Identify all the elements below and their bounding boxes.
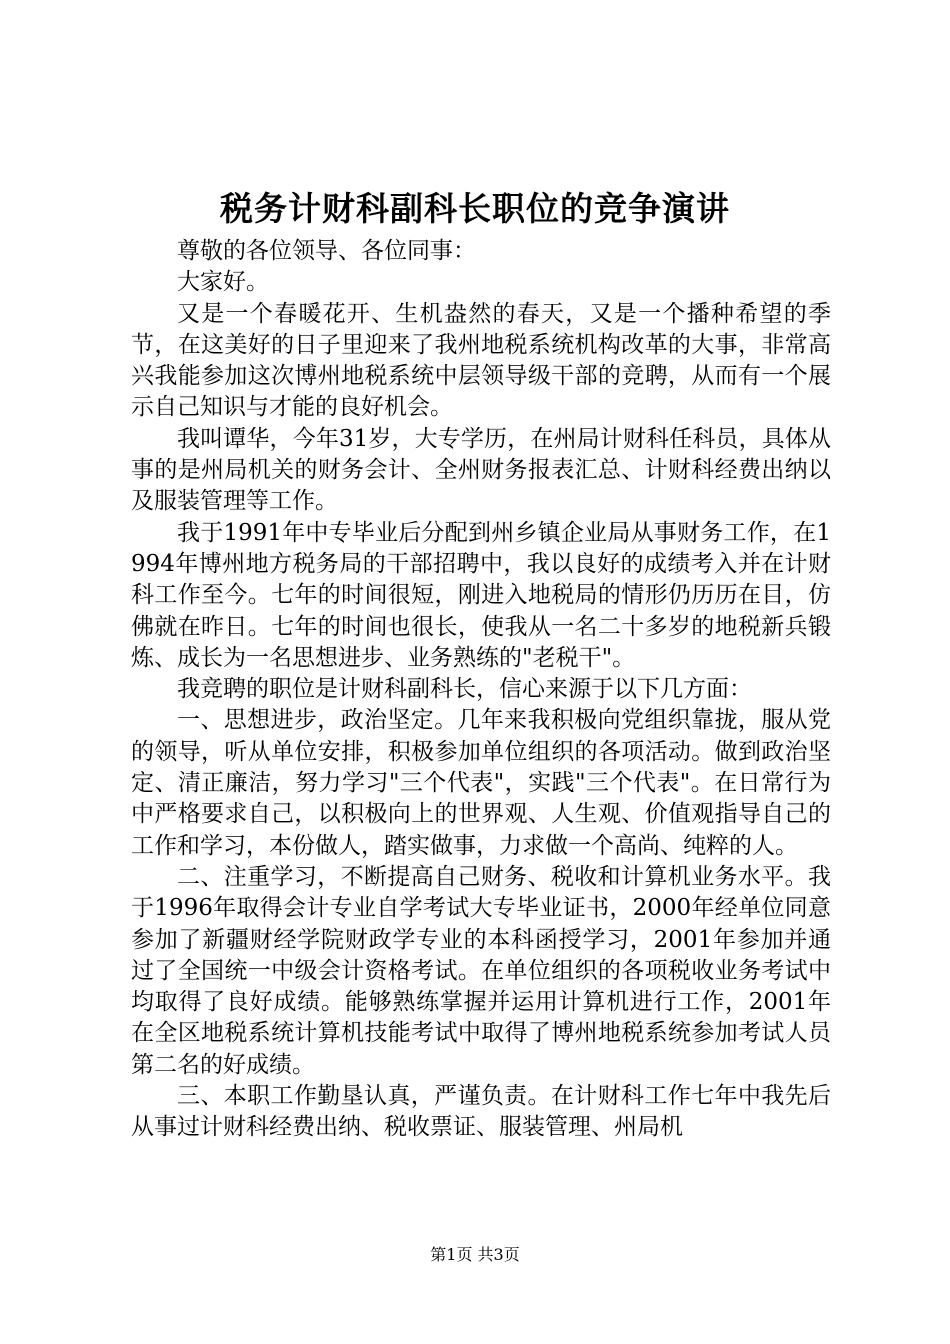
paragraph-point-one: 一、思想进步，政治坚定。几年来我积极向党组织靠拢，服从党的领导，听从单位安排，积极参加单位组织的各项活动。做到政治坚定、清正廉洁，努力学习"三个代表"，实践"三个代表"。在日常行为中严格要求自己，以积极向上的世界观、人生观、价值观指导自己的工作和学习，本份做人，踏实做事，力求做一个高尚、纯粹的人。 <box>131 707 831 859</box>
salutation: 尊敬的各位领导、各位同事： <box>177 238 476 264</box>
paragraph-position-statement: 我竞聘的职位是计财科副科长，信心来源于以下几方面： <box>177 676 752 703</box>
paragraph-self-introduction: 我叫谭华，今年31岁，大专学历，在州局计财科任科员，具体从事的是州局机关的财务会计、全州财务报表汇总、计财科经费出纳以及服装管理等工作。 <box>131 425 831 515</box>
page-number-footer: 第1页 共3页 <box>430 1245 520 1264</box>
paragraph-point-three: 三、本职工作勤垦认真，严谨负责。在计财科工作七年中我先后从事过计财科经费出纳、税收票证、服装管理、州局机 <box>131 1083 831 1141</box>
paragraph-point-two: 二、注重学习，不断提高自己财务、税收和计算机业务水平。我于1996年取得会计专业自学考试大专毕业证书，2000年经单位同意参加了新疆财经学院财政学专业的本科函授学习，2001年参加并通过了全国统一中级会计资格考试。在单位组织的各项税收业务考试中均取得了良好成绩。能够熟练掌握并运用计算机进行工作，2001年在全区地税系统计算机技能考试中取得了博州地税系统参加考试人员第二名的好成绩。 <box>131 863 831 1078</box>
paragraph-intro: 又是一个春暖花开、生机盎然的春天，又是一个播种希望的季节，在这美好的日子里迎来了我州地税系统机构改革的大事，非常高兴我能参加这次博州地税系统中层领导级干部的竞聘，从而有一个展示自己知识与才能的良好机会。 <box>131 300 831 421</box>
document-body <box>131 236 831 1144</box>
document-title: 税务计财科副科长职位的竞争演讲 <box>220 189 730 228</box>
paragraph-work-history: 我于1991年中专毕业后分配到州乡镇企业局从事财务工作，在1994年博州地方税务局的干部招聘中，我以良好的成绩考入并在计财科工作至今。七年的时间很短，刚进入地税局的情形仍历历在目，仿佛就在昨日。七年的时间也很长，使我从一名二十多岁的地税新兵锻炼、成长为一名思想进步、业务熟练的"老税干"。 <box>131 519 831 671</box>
greeting: 大家好。 <box>177 269 269 296</box>
